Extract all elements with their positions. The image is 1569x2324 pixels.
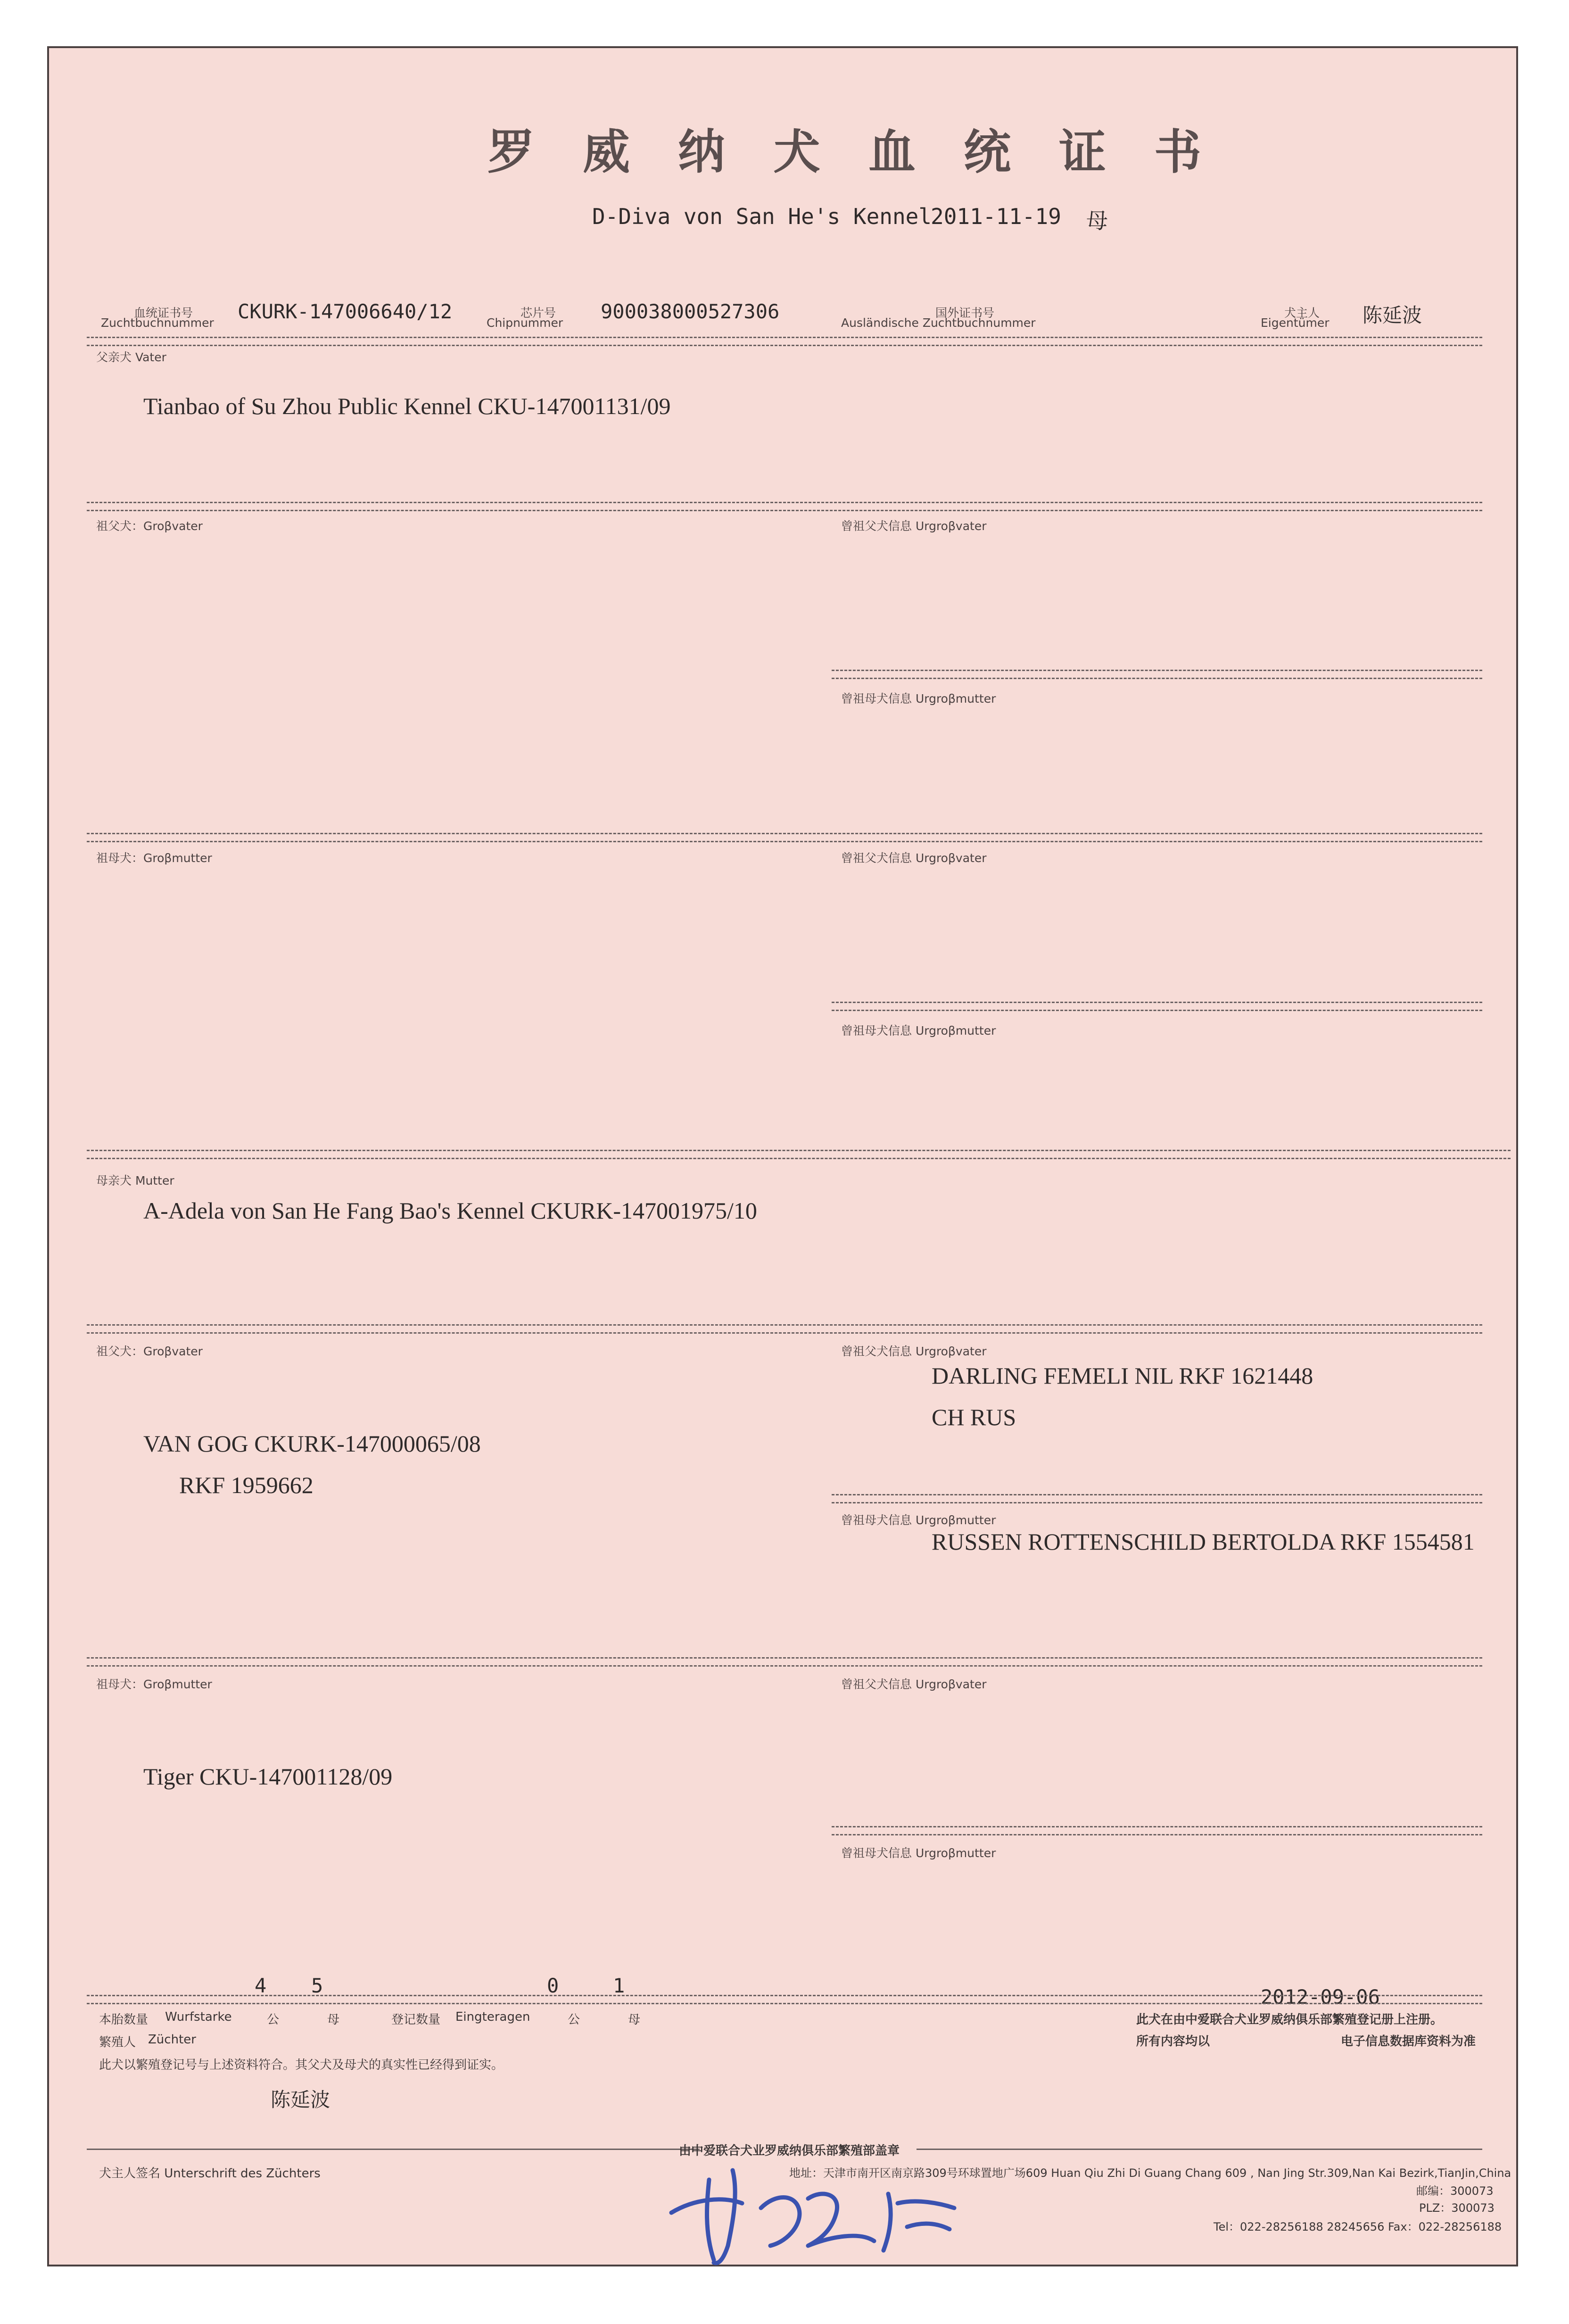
divider xyxy=(832,1002,1482,1011)
dam-ggdam-label: 曾祖母犬信息 Urgroβmutter xyxy=(841,1513,996,1527)
sire-label: 父亲犬 Vater xyxy=(96,350,166,364)
dam-granddam-ggdam-label: 曾祖母犬信息 Urgroβmutter xyxy=(841,1846,996,1860)
divider xyxy=(87,1150,1511,1159)
dam-ggsire-line1: DARLING FEMELI NIL RKF 1621448 xyxy=(932,1362,1313,1389)
sire-granddam-ggdam-label: 曾祖母犬信息 Urgroβmutter xyxy=(841,1024,996,1038)
owner-signature-label: 犬主人签名 Unterschrift des Züchters xyxy=(99,2166,321,2181)
owner-label-de: Eigentümer xyxy=(1261,316,1330,330)
chip-no: 900038000527306 xyxy=(601,300,780,323)
owner-label-cn: 犬主人 xyxy=(1284,306,1320,320)
foreign-no-label-cn: 国外证书号 xyxy=(935,306,995,320)
dam-label: 母亲犬 Mutter xyxy=(96,1174,174,1187)
certificate-title: 罗威纳犬血统证书 xyxy=(487,124,1249,180)
club-stamp-title: 由中爱联合犬业罗威纳俱乐部繁殖部盖章 xyxy=(679,2144,900,2158)
breeder-label-de: Züchter xyxy=(148,2033,196,2047)
postcode: 邮编：300073 xyxy=(1416,2184,1494,2198)
divider xyxy=(832,1826,1482,1835)
divider xyxy=(832,1494,1482,1503)
sire-grandsire-label: 祖父犬：Groβvater xyxy=(96,519,203,533)
registered-male-count: 0 xyxy=(547,1974,559,1997)
dam-ggsire-label: 曾祖父犬信息 Urgroβvater xyxy=(841,1345,987,1358)
divider xyxy=(87,1995,1482,2004)
sire-ggsire-label: 曾祖父犬信息 Urgroβvater xyxy=(841,519,987,533)
whelped-female-count: 5 xyxy=(311,1974,323,1997)
divider xyxy=(87,1657,1482,1667)
footer-rule-left xyxy=(87,2149,700,2150)
sire-ggdam-label: 曾祖母犬信息 Urgroβmutter xyxy=(841,692,996,706)
registry-note: 此犬在由中爱联合犬业罗威纳俱乐部繁殖登记册上注册。 xyxy=(1136,2013,1443,2027)
issue-date: 2012-09-06 xyxy=(1261,1985,1380,2009)
dam-grandsire-label: 祖父犬：Groβvater xyxy=(96,1345,203,1358)
litter-label-de: Wurfstarke xyxy=(165,2010,232,2024)
certificate-sheet xyxy=(47,46,1518,2266)
registered-female-count: 1 xyxy=(613,1974,625,1997)
registered-label-cn: 登记数量 xyxy=(391,2013,441,2027)
club-address: 地址：天津市南开区南京路309号环球置地广场609 Huan Qiu Zhi Di Guang Chang 609 , Nan Jing Str.309,Nan Kai Bezirk,TianJin,China xyxy=(789,2166,1511,2180)
dam-name: A-Adela von San He Fang Bao's Kennel CKURK-147001975/10 xyxy=(143,1197,757,1224)
dog-sex: 母 xyxy=(1086,208,1108,233)
dam-ggsire-line2: CH RUS xyxy=(932,1404,1016,1430)
dam-grandsire-line2: RKF 1959662 xyxy=(179,1472,314,1498)
divider xyxy=(87,833,1482,842)
sire-granddam-label: 祖母犬：Groβmutter xyxy=(96,851,212,865)
dam-grandsire-line1: VAN GOG CKURK-147000065/08 xyxy=(143,1430,481,1457)
birth-date: 2011-11-19 xyxy=(931,204,1061,229)
reg-no-label-de: Zuchtbuchnummer xyxy=(101,316,214,330)
chip-label-de: Chipnummer xyxy=(487,316,563,330)
dam-granddam-line: Tiger CKU-147001128/09 xyxy=(143,1763,393,1790)
divider xyxy=(832,670,1482,679)
owner-name: 陈延波 xyxy=(1363,304,1422,327)
litter-female-label: 母 xyxy=(327,2013,340,2027)
sire-name: Tianbao of Su Zhou Public Kennel CKU-147001131/09 xyxy=(143,393,671,419)
registered-label-de: Eingteragen xyxy=(455,2010,530,2024)
sire-granddam-ggsire-label: 曾祖父犬信息 Urgroβvater xyxy=(841,851,987,865)
registry-note-2a: 所有内容均以 xyxy=(1136,2034,1210,2049)
divider xyxy=(87,337,1482,346)
dog-name: D-Diva von San He's Kennel xyxy=(592,204,932,229)
footer-rule-right xyxy=(917,2149,1482,2150)
litter-male-label: 公 xyxy=(267,2013,280,2027)
registry-note-2b: 电子信息数据库资料为准 xyxy=(1341,2034,1476,2049)
divider xyxy=(87,1324,1482,1334)
registered-female-label: 母 xyxy=(628,2013,641,2027)
plz: PLZ：300073 xyxy=(1419,2201,1495,2215)
reg-no: CKURK-147006640/12 xyxy=(238,300,453,323)
dam-granddam-label: 祖母犬：Groβmutter xyxy=(96,1677,212,1691)
verification-statement: 此犬以繁殖登记号与上述资料符合。其父犬及母犬的真实性已经得到证实。 xyxy=(99,2058,504,2072)
reg-no-label-cn: 血统证书号 xyxy=(134,306,193,320)
litter-label-cn: 本胎数量 xyxy=(99,2013,149,2027)
breeder-name: 陈延波 xyxy=(271,2088,330,2111)
foreign-no-label-de: Ausländische Zuchtbuchnummer xyxy=(841,316,1036,330)
dam-ggdam-line1: RUSSEN ROTTENSCHILD BERTOLDA RKF 1554581 xyxy=(932,1528,1475,1555)
registered-male-label: 公 xyxy=(568,2013,580,2027)
whelped-male-count: 4 xyxy=(255,1974,267,1997)
signature-icon xyxy=(652,2151,983,2274)
divider xyxy=(87,502,1482,511)
phone-fax: Tel：022-28256188 28245656 Fax：022-28256188 xyxy=(1214,2220,1502,2233)
chip-label-cn: 芯片号 xyxy=(520,306,556,320)
dam-granddam-ggsire-label: 曾祖父犬信息 Urgroβvater xyxy=(841,1677,987,1691)
breeder-label-cn: 繁殖人 xyxy=(99,2035,136,2050)
